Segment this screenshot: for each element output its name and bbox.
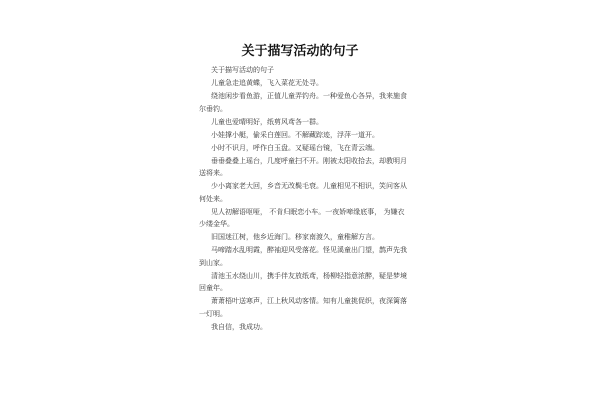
paragraph: 萧萧梧叶送寒声，江上秋风动客情。知有儿童挑促织，夜深篱落一灯明。: [199, 297, 407, 318]
paragraph: 儿童也爱晴明好，纸剪风鸢各一群。: [211, 117, 323, 126]
paragraph: 少小离家老大回，乡音无改鬓毛衰。儿童相见不相识，笑问客从何处来。: [199, 182, 407, 203]
document-title: 关于描写活动的句子: [241, 44, 359, 59]
document-body: [199, 64, 407, 333]
paragraph: 见人初解语呕哑， 不肯归眠恋小车。一夜娇啼缘底事， 为嫌衣少缕金华。: [199, 207, 405, 228]
paragraph: 关于描写活动的句子: [211, 66, 274, 74]
paragraph: 小时不识月，呼作白玉盘。又疑瑶台镜，飞在青云端。: [211, 143, 379, 152]
paragraph: 我自信，我成功。: [211, 322, 267, 331]
paragraph: 马啼踏水乱明霞，醉袖迎风受落花。怪见溪童出门望，鹊声先我到山家。: [199, 246, 407, 267]
paragraph: 垂垂叠叠上瑶台，几度呼童扫不开。刚被太阳收拾去，却教明月送将来。: [199, 156, 407, 177]
paragraph: 小娃撑小艇，偷采白莲回。不解藏踪迹，浮萍一道开。: [211, 130, 379, 139]
paragraph: 旧国迷江树，他乡近海门。移家南渡久，童稚解方言。: [211, 233, 379, 241]
paragraph: 儿童急走追黄蝶，飞入菜花无处寻。: [211, 79, 323, 87]
paragraph: 绕池闲步看鱼游，正值儿童弄钓舟。一种爱鱼心各异，我来施食尔垂钓。: [199, 92, 407, 113]
paragraph: 清池玉水绕山川，携手伴友放纸鸢，杨柳轻指意浓醉，疑是梦境回童年。: [199, 271, 407, 292]
